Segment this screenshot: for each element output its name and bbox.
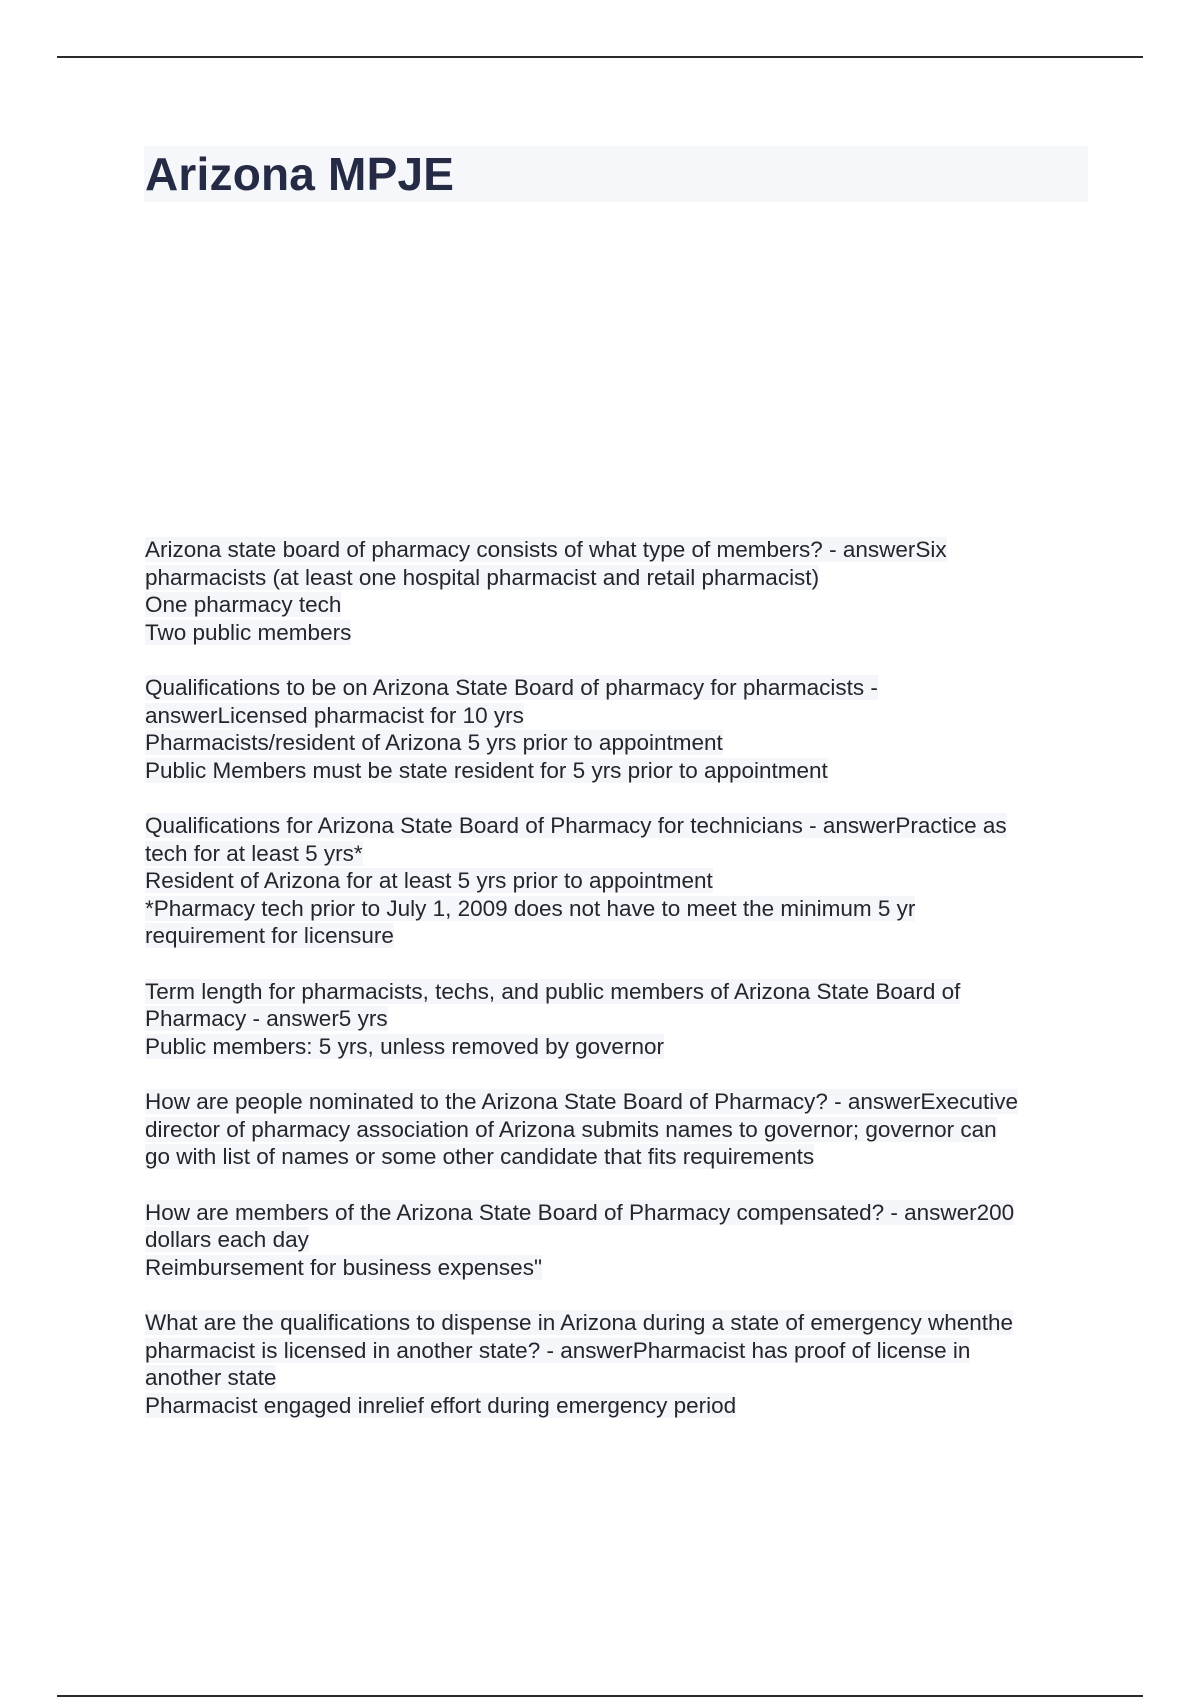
qa-line: director of pharmacy association of Arizona submits names to governor; governor can	[145, 1116, 997, 1142]
page-title: Arizona MPJE	[145, 148, 455, 200]
qa-line: answerLicensed pharmacist for 10 yrs	[145, 702, 524, 728]
qa-line: What are the qualifications to dispense in Arizona during a state of emergency whenthe	[145, 1310, 1014, 1335]
qa-line: One pharmacy tech	[145, 592, 342, 617]
qa-line: Pharmacy - answer5 yrs	[145, 1006, 388, 1031]
qa-line: Public Members must be state resident for 5 yrs prior to appointment	[145, 757, 828, 783]
qa-line: tech for at least 5 yrs*	[145, 840, 363, 866]
qa-line: Public members: 5 yrs, unless removed by governor	[145, 1033, 664, 1059]
qa-line: Reimbursement for business expenses"	[145, 1254, 542, 1280]
qa-line: Term length for pharmacists, techs, and public members of Arizona State Board of	[145, 978, 961, 1004]
footer-rule	[57, 1695, 1143, 1697]
qa-line: Qualifications to be on Arizona State Board of pharmacy for pharmacists -	[145, 675, 878, 700]
qa-line: Arizona state board of pharmacy consists of what type of members? - answerSix	[145, 537, 947, 562]
qa-item	[145, 978, 1105, 1061]
qa-line: How are members of the Arizona State Board of Pharmacy compensated? - answer200	[145, 1199, 1015, 1225]
qa-line: another state	[145, 1365, 277, 1390]
qa-list	[145, 536, 1105, 1447]
qa-item	[145, 812, 1105, 950]
qa-item	[145, 674, 1105, 784]
qa-line: *Pharmacy tech prior to July 1, 2009 does not have to meet the minimum 5 yr	[145, 895, 916, 921]
qa-item	[145, 1088, 1105, 1171]
qa-line: requirement for licensure	[145, 923, 394, 948]
qa-line: dollars each day	[145, 1227, 309, 1252]
qa-line: Resident of Arizona for at least 5 yrs prior to appointment	[145, 868, 713, 893]
qa-line: Pharmacist engaged inrelief effort during emergency period	[145, 1392, 737, 1418]
qa-line: Pharmacists/resident of Arizona 5 yrs prior to appointment	[145, 730, 723, 755]
header-rule	[57, 56, 1143, 58]
qa-line: pharmacists (at least one hospital pharmacist and retail pharmacist)	[145, 564, 820, 590]
qa-item	[145, 1199, 1105, 1282]
qa-item	[145, 536, 1105, 646]
qa-line: Two public members	[145, 619, 352, 645]
qa-line: How are people nominated to the Arizona State Board of Pharmacy? - answerExecutive	[145, 1089, 1018, 1114]
qa-line: pharmacist is licensed in another state? - answerPharmacist has proof of license in	[145, 1337, 971, 1363]
qa-line: go with list of names or some other candidate that fits requirements	[145, 1144, 815, 1169]
qa-line: Qualifications for Arizona State Board of Pharmacy for technicians - answerPractice as	[145, 813, 1007, 838]
qa-item	[145, 1309, 1105, 1419]
